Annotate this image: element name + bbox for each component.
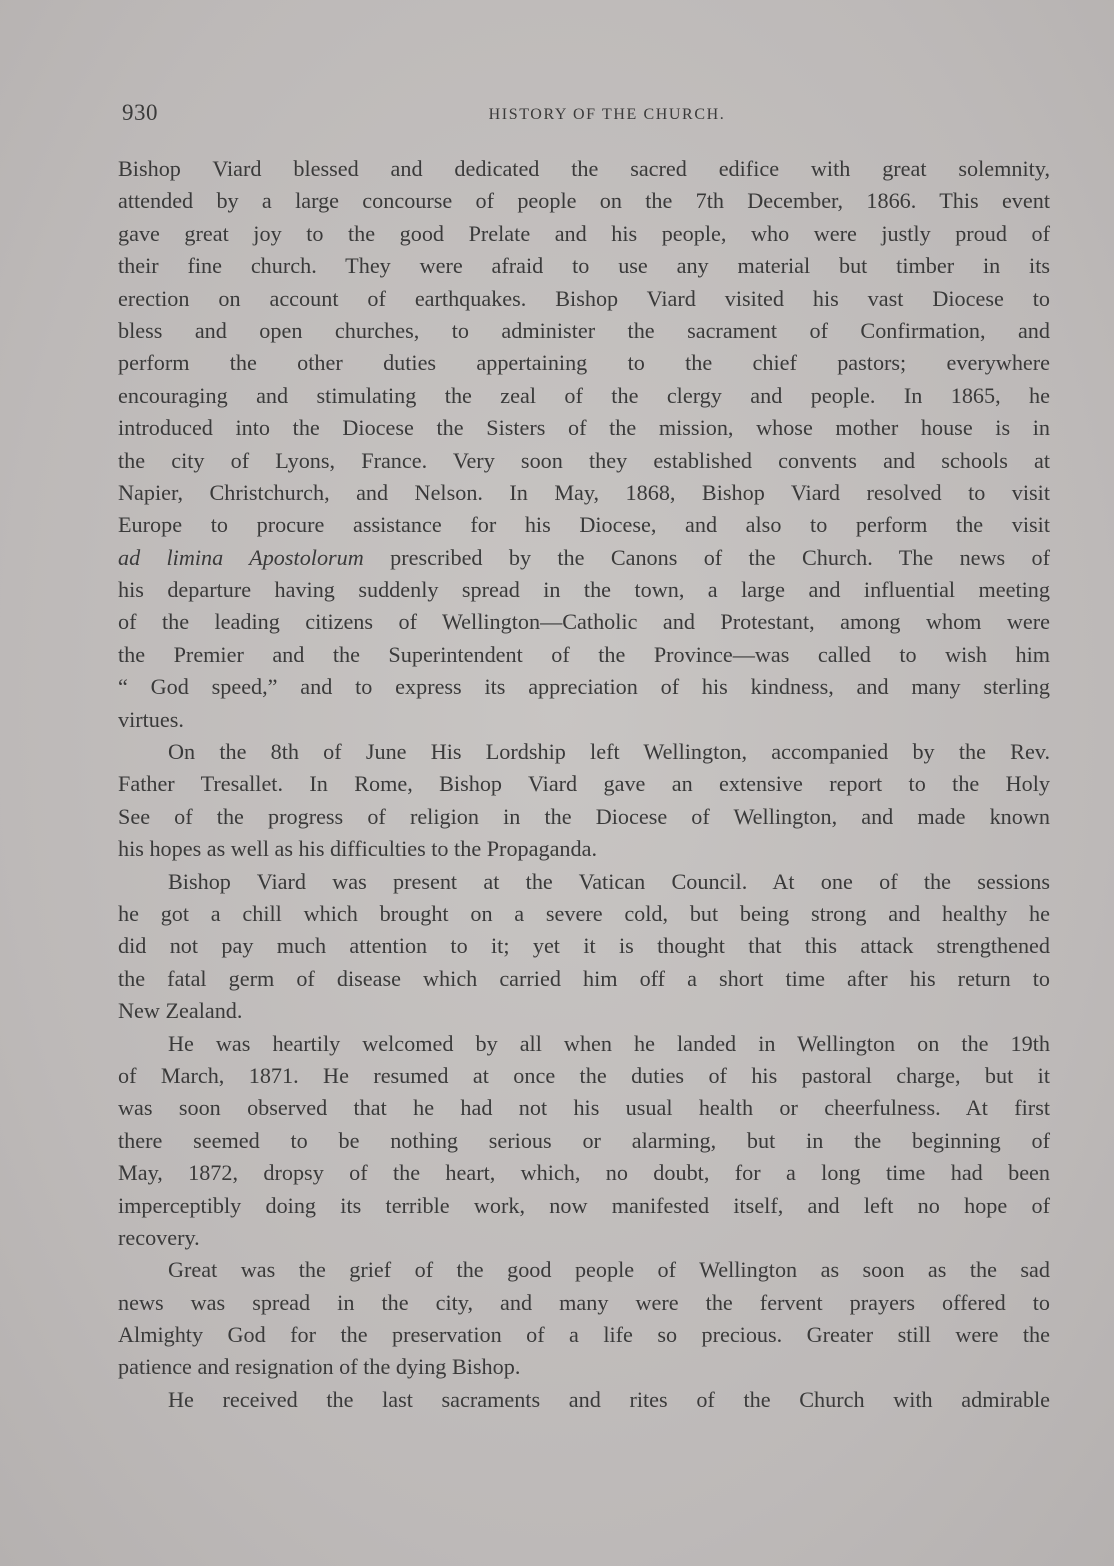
text-line: “ God speed,” and to express its appreciation of his kindness, and many sterling bbox=[118, 674, 1050, 700]
text-line: bless and open churches, to administer the sacrament of Confirmation, and bbox=[118, 317, 1050, 343]
text-line: Napier, Christchurch, and Nelson. In May, 1868, Bishop Viard resolved to visit bbox=[118, 479, 1050, 505]
text-line: May, 1872, dropsy of the heart, which, no doubt, for a long time had been bbox=[118, 1160, 1050, 1186]
text-line: news was spread in the city, and many were the fervent prayers offered to bbox=[118, 1289, 1050, 1315]
text-line: his hopes as well as his difficulties to the Propaganda. bbox=[118, 836, 598, 862]
text-line: attended by a large concourse of people on the 7th December, 1866. This event bbox=[118, 188, 1050, 214]
text-line: erection on account of earthquakes. Bishop Viard visited his vast Diocese to bbox=[118, 285, 1050, 311]
text-line: Great was the grief of the good people of Wellington as soon as the sad bbox=[168, 1257, 1050, 1283]
paragraph bbox=[118, 1384, 1050, 1416]
text-line: Bishop Viard was present at the Vatican Council. At one of the sessions bbox=[168, 868, 1050, 894]
text-line: perform the other duties appertaining to the chief pastors; everywhere bbox=[118, 350, 1050, 376]
text-line: Europe to procure assistance for his Diocese, and also to perform the visit bbox=[118, 512, 1050, 538]
text-line-with-italic: ad limina Apostolorum prescribed by the Canons of the Church. The news of bbox=[118, 544, 1050, 570]
text-line: his departure having suddenly spread in the town, a large and influential meeting bbox=[118, 577, 1050, 603]
text-line: virtues. bbox=[118, 706, 184, 732]
text-line: the Premier and the Superintendent of the Province—was called to wish him bbox=[118, 641, 1050, 667]
text-line: introduced into the Diocese the Sisters of the mission, whose mother house is in bbox=[118, 415, 1050, 441]
text-line: of March, 1871. He resumed at once the duties of his pastoral charge, but it bbox=[118, 1062, 1050, 1088]
text-line: of the leading citizens of Wellington—Catholic and Protestant, among whom were bbox=[118, 609, 1050, 635]
paragraph bbox=[118, 1254, 1050, 1384]
running-head bbox=[122, 100, 1052, 132]
text-line: Bishop Viard blessed and dedicated the sacred edifice with great solemnity, bbox=[118, 156, 1050, 181]
text-line: patience and resignation of the dying Bishop. bbox=[118, 1354, 521, 1380]
paragraph bbox=[118, 153, 1050, 736]
text-line: was soon observed that he had not his usual health or cheerfulness. At first bbox=[118, 1095, 1050, 1121]
text-line: See of the progress of religion in the Diocese of Wellington, and made known bbox=[118, 803, 1050, 829]
text-line: Almighty God for the preservation of a life so precious. Greater still were the bbox=[118, 1322, 1050, 1348]
text-line: imperceptibly doing its terrible work, now manifested itself, and left no hope of bbox=[118, 1192, 1050, 1218]
page-number: 930 bbox=[122, 100, 158, 125]
text-line: their fine church. They were afraid to use any material but timber in its bbox=[118, 253, 1050, 279]
text-line: On the 8th of June His Lordship left Wellington, accompanied by the Rev. bbox=[168, 739, 1050, 765]
page-header-title: HISTORY OF THE CHURCH. bbox=[488, 106, 726, 123]
paragraph bbox=[118, 736, 1050, 866]
text-line: the fatal germ of disease which carried him off a short time after his return to bbox=[118, 965, 1050, 991]
italic-latin-phrase: ad limina Apostolorum bbox=[118, 544, 364, 570]
text-line: did not pay much attention to it; yet it is thought that this attack strengthened bbox=[118, 933, 1050, 959]
text-line: recovery. bbox=[118, 1224, 200, 1250]
text-line: He was heartily welcomed by all when he landed in Wellington on the 19th bbox=[168, 1030, 1050, 1056]
text-line: Father Tresallet. In Rome, Bishop Viard gave an extensive report to the Holy bbox=[118, 771, 1050, 797]
text-line: encouraging and stimulating the zeal of the clergy and people. In 1865, he bbox=[118, 382, 1050, 408]
text-line: he got a chill which brought on a severe cold, but being strong and healthy he bbox=[118, 900, 1050, 926]
text-line: gave great joy to the good Prelate and his people, who were justly proud of bbox=[118, 220, 1050, 246]
text-line: He received the last sacraments and rites of the Church with admirable bbox=[168, 1386, 1050, 1412]
text-line: the city of Lyons, France. Very soon they established convents and schools at bbox=[118, 447, 1050, 473]
text-line: there seemed to be nothing serious or alarming, but in the beginning of bbox=[118, 1127, 1050, 1153]
text-line: New Zealand. bbox=[118, 998, 243, 1024]
paragraph bbox=[118, 866, 1050, 1028]
body-text bbox=[118, 153, 1050, 1416]
paragraph bbox=[118, 1028, 1050, 1255]
